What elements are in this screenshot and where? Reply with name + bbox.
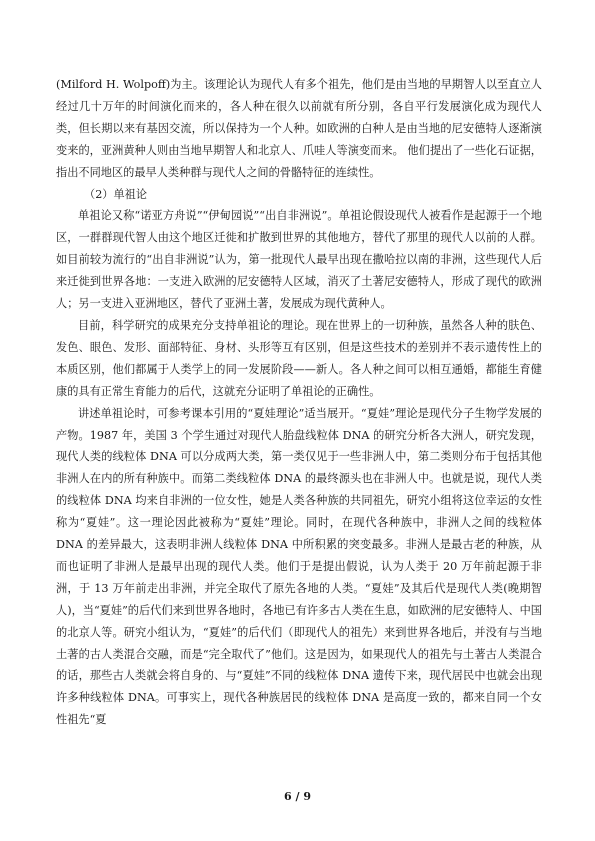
- paragraph-eve-theory: 讲述单祖论时，可参考课本引用的“夏娃理论”适当展开。“夏娃”理论是现代分子生物学发展的产物。1987 年，美国 3 个学生通过对现代人胎盘线粒体 DNA 的研究分析各大洲人，研究发现，现代人类的线粒体 DNA 可以分成两大类，第一类仅见于一些非洲人中，第二类则分布于包括其他非洲人在内的所有种族中。而第二类线粒体 DNA 的最终源头也在非洲人中。也就是说，现代人类的线粒体 DNA 均来自非洲的一位女性，她是人类各种族的共同祖先，研究小组将这位幸运的女性称为“夏娃”。这一理论因此被称为“夏娃”理论。同时，在现代各种族中，非洲人之间的线粒体 DNA 的差异最大，这表明非洲人线粒体 DNA 中所积累的突变最多。非洲人是最古老的种族，从而也证明了非洲人是最早出现的现代人类。他们于是提出假说，认为人类于 20 万年前起源于非洲，于 13 万年前走出非洲，并完全取代了原先各地的人类。“夏娃”及其后代是现代人类(晚期智人)，当“夏娃”的后代们来到世界各地时，各地已有许多古人类在生息，如欧洲的尼安德特人、中国的北京人等。研究小组认为，“夏娃”的后代们（即现代人的祖先）来到世界各地后，并没有与当地土著的古人类混合交融，而是“完全取代了”他们。这是因为，如果现代人的祖先与土著古人类混合的话，那些古人类就会将自身的、与“夏娃”不同的线粒体 DNA 遗传下来，现代居民中也就会出现许多种线粒体 DNA。可事实上，现代各种族居民的线粒体 DNA 是高度一致的，都来自同一个女性祖先“夏: [56, 406, 542, 727]
- section-heading-single-origin: （2）单祖论: [84, 187, 148, 201]
- paragraph-multiregional-theory: (Milford H. Wolpoff)为主。该理论认为现代人有多个祖先，他们是由当地的早期智人以至直立人经过几十万年的时间演化而来的，各人种在很久以前就有所分别，各自平行发展演化成为现代人类，但长期以来有基因交流，所以保持为一个人种。如欧洲的白种人是由当地的尼安德特人逐渐演变来的，亚洲黄种人则由当地早期智人和北京人、爪哇人等演变而来。 他们提出了一些化石证据，指出不同地区的最早人类种群与现代人之间的骨骼特征的连续性。: [56, 78, 542, 179]
- paragraph-single-origin-definition: 单祖论又称“诺亚方舟说”“伊甸园说”“出自非洲说”。单祖论假设现代人被看作是起源于一个地区，一群群现代智人由这个地区迁徙和扩散到世界的其他地方，替代了那里的现代人以前的人群。如目前较为流行的“出自非洲说”认为，第一批现代人最早出现在撒哈拉以南的非洲，这些现代人后来迁徙到世界各地：一支进入欧洲的尼安德特人区域，消灭了土著尼安德特人，形成了现代的欧洲人；另一支进入亚洲地区，替代了亚洲土著，发展成为现代黄种人。: [56, 209, 542, 311]
- paragraph-scientific-support: 目前，科学研究的成果充分支持单祖论的理论。现在世界上的一切种族，虽然各人种的肤色、发色、眼色、发形、面部特征、身材、头形等互有区别，但是这些技术的差别并不表示遗传性上的本质区别，他们都属于人类学上的同一发展阶段——新人。各人种之间可以相互通婚，都能生育健康的具有正常生育能力的后代，这就充分证明了单祖论的正确性。: [56, 318, 542, 398]
- page-number: 6 / 9: [284, 790, 311, 803]
- body-text: [56, 74, 542, 731]
